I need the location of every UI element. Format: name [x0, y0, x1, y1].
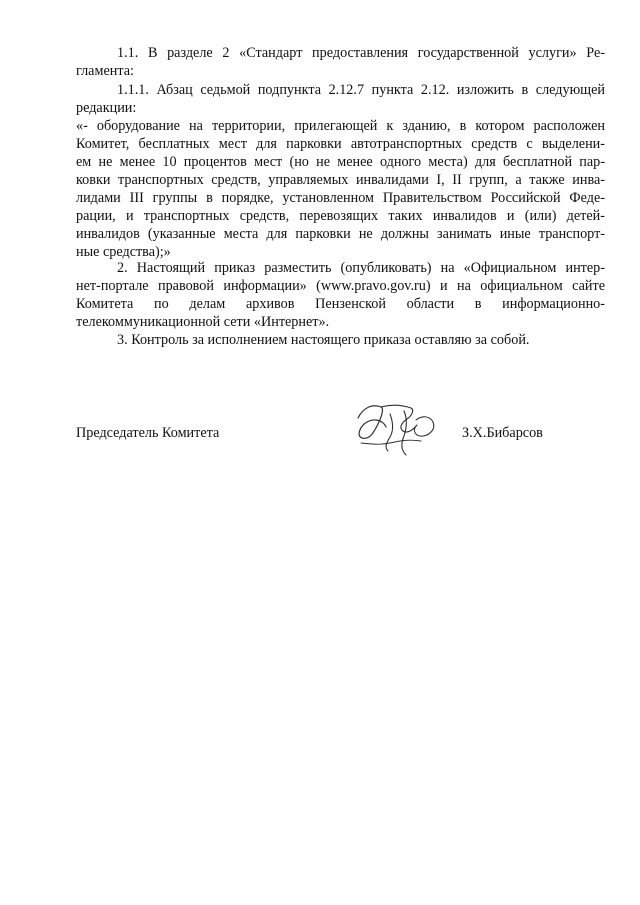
text-line: гламента: — [76, 63, 134, 79]
handwritten-signature — [350, 396, 442, 460]
text-line: инвалидов (указанные места для парковки не должны занимать иные транспорт- — [76, 226, 605, 242]
text-line: 1.1. В разделе 2 «Стандарт предоставления государственной услуги» Ре- — [117, 45, 605, 61]
text-line: лидами III группы в порядке, установленном Правительством Российской Феде- — [76, 190, 605, 206]
text-line: 2. Настоящий приказ разместить (опубликовать) на «Официальном интер- — [117, 260, 605, 276]
text-line: редакции: — [76, 100, 137, 116]
text-line: ем не менее 10 процентов мест (но не менее одного места) для бесплатной пар- — [76, 154, 605, 170]
signatory-name: З.Х.Бибарсов — [462, 425, 543, 441]
text-line: нет-портале правовой информации» (www.pravo.gov.ru) и на официальном сайте — [76, 278, 605, 294]
text-line: 3. Контроль за исполнением настоящего приказа оставляю за собой. — [117, 332, 530, 348]
signatory-role: Председатель Комитета — [76, 425, 220, 441]
text-line: ковки транспортных средств, управляемых инвалидами I, II групп, а также инва- — [76, 172, 605, 188]
text-line: Комитет, бесплатных мест для парковки автотранспортных средств с выделени- — [76, 136, 605, 152]
text-line: «- оборудование на территории, прилегающей к зданию, в котором расположен — [76, 118, 605, 134]
text-line: телекоммуникационной сети «Интернет». — [76, 314, 330, 330]
text-line: Комитета по делам архивов Пензенской области в информационно- — [76, 296, 605, 312]
text-line: 1.1.1. Абзац седьмой подпункта 2.12.7 пункта 2.12. изложить в следующей — [117, 82, 605, 98]
text-line: ные средства);» — [76, 244, 171, 260]
text-line: рации, и транспортных средств, перевозящих таких инвалидов и (или) детей- — [76, 208, 605, 224]
